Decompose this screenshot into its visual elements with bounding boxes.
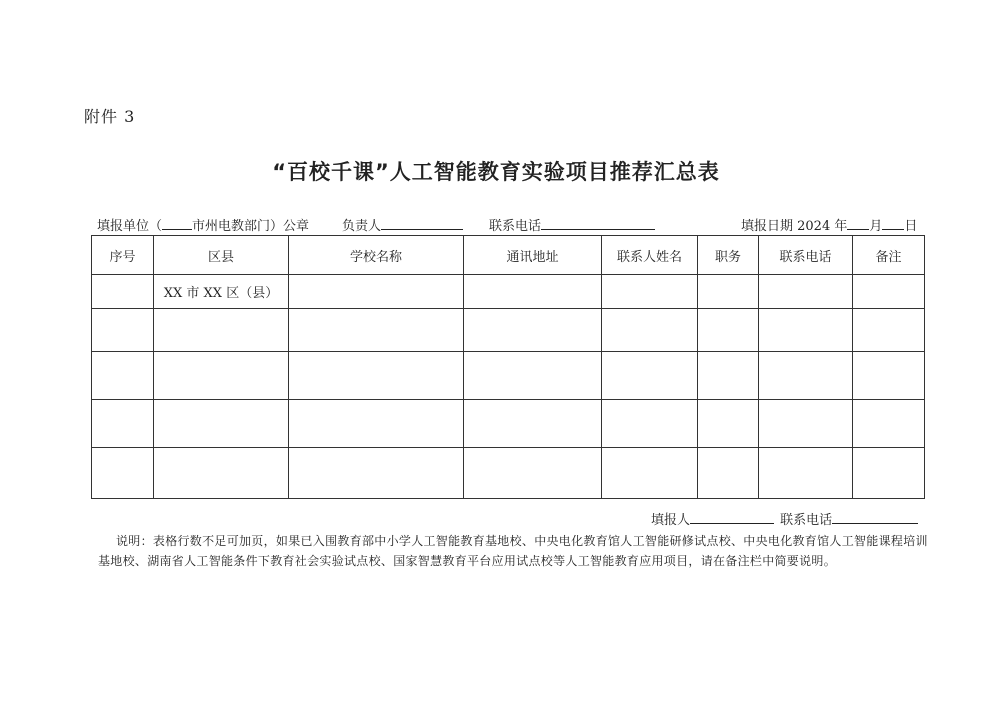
unit-suffix: 市州电教部门）公章 [192, 219, 310, 234]
table-cell[interactable] [154, 309, 289, 352]
date-prefix: 填报日期 2024 年 [741, 219, 848, 234]
filler-blank[interactable] [690, 511, 774, 524]
footer-phone-blank[interactable] [832, 511, 918, 524]
header-position: 职务 [698, 236, 759, 275]
table-cell[interactable] [759, 448, 853, 499]
unit-field [97, 215, 309, 234]
phone-blank[interactable] [541, 217, 655, 230]
unit-prefix: 填报单位（ [97, 219, 163, 234]
table-cell[interactable] [92, 275, 154, 309]
table-cell[interactable] [92, 352, 154, 400]
table-cell[interactable] [154, 352, 289, 400]
responsible-field [342, 215, 463, 234]
table-cell[interactable]: XX 市 XX 区（县） [154, 275, 289, 309]
table-cell[interactable] [698, 275, 759, 309]
table-cell[interactable] [464, 275, 602, 309]
phone-label: 联系电话 [489, 219, 542, 234]
table-cell[interactable] [698, 400, 759, 448]
explanation-note: 说明：表格行数不足可加页，如果已入围教育部中小学人工智能教育基地校、中央电化教育馆人工智能研修试点校、中央电化教育馆人工智能课程培训基地校、湖南省人工智能条件下教育社会实验试点校、国家智慧教育平台应用试点校等人工智能教育应用项目，请在备注栏中简要说明。 [98, 534, 928, 568]
responsible-label: 负责人 [342, 219, 382, 234]
table-cell[interactable] [698, 309, 759, 352]
attachment-label: 附件 3 [84, 107, 136, 126]
table-row [92, 275, 925, 309]
table-cell[interactable] [464, 309, 602, 352]
table-cell[interactable] [853, 352, 925, 400]
table-cell[interactable] [464, 448, 602, 499]
footer-phone-label: 联系电话 [780, 513, 833, 528]
table-row [92, 352, 925, 400]
page-title: “百校千课”人工智能教育实验项目推荐汇总表 [272, 160, 720, 184]
table-cell[interactable] [92, 448, 154, 499]
table-cell[interactable] [289, 400, 464, 448]
table-cell[interactable] [289, 275, 464, 309]
header-district: 区县 [154, 236, 289, 275]
day-label: 日 [904, 219, 918, 234]
table-cell[interactable] [602, 309, 698, 352]
footer-sign-line [651, 509, 918, 528]
table-cell[interactable] [464, 400, 602, 448]
table-cell[interactable] [853, 400, 925, 448]
table-cell[interactable] [698, 352, 759, 400]
header-remark: 备注 [853, 236, 925, 275]
table-cell[interactable] [154, 400, 289, 448]
table-cell[interactable] [92, 400, 154, 448]
table-cell[interactable] [759, 275, 853, 309]
table-cell[interactable] [759, 352, 853, 400]
table-row [92, 448, 925, 499]
month-blank[interactable] [847, 217, 869, 230]
table-cell[interactable] [464, 352, 602, 400]
responsible-blank[interactable] [381, 217, 463, 230]
table-cell[interactable] [154, 448, 289, 499]
table-cell[interactable] [602, 275, 698, 309]
table-cell[interactable] [759, 400, 853, 448]
header-index: 序号 [92, 236, 154, 275]
table-cell[interactable] [289, 448, 464, 499]
table-cell[interactable] [602, 352, 698, 400]
filler-label: 填报人 [651, 513, 691, 528]
header-contact-name: 联系人姓名 [602, 236, 698, 275]
header-phone: 联系电话 [759, 236, 853, 275]
table-cell[interactable] [853, 309, 925, 352]
table-row [92, 400, 925, 448]
header-address: 通讯地址 [464, 236, 602, 275]
table-cell[interactable] [289, 309, 464, 352]
table-cell[interactable] [289, 352, 464, 400]
date-field [741, 215, 917, 234]
table-cell[interactable] [698, 448, 759, 499]
header-school-name: 学校名称 [289, 236, 464, 275]
table-cell[interactable] [853, 275, 925, 309]
month-label: 月 [869, 219, 883, 234]
table-cell[interactable] [602, 448, 698, 499]
summary-table [91, 235, 925, 499]
phone-field [489, 215, 655, 234]
day-blank[interactable] [882, 217, 904, 230]
table-cell[interactable] [853, 448, 925, 499]
table-cell[interactable] [602, 400, 698, 448]
table-header-row [92, 236, 925, 275]
table-cell[interactable] [759, 309, 853, 352]
table-cell[interactable] [92, 309, 154, 352]
unit-blank[interactable] [162, 217, 192, 230]
table-row [92, 309, 925, 352]
